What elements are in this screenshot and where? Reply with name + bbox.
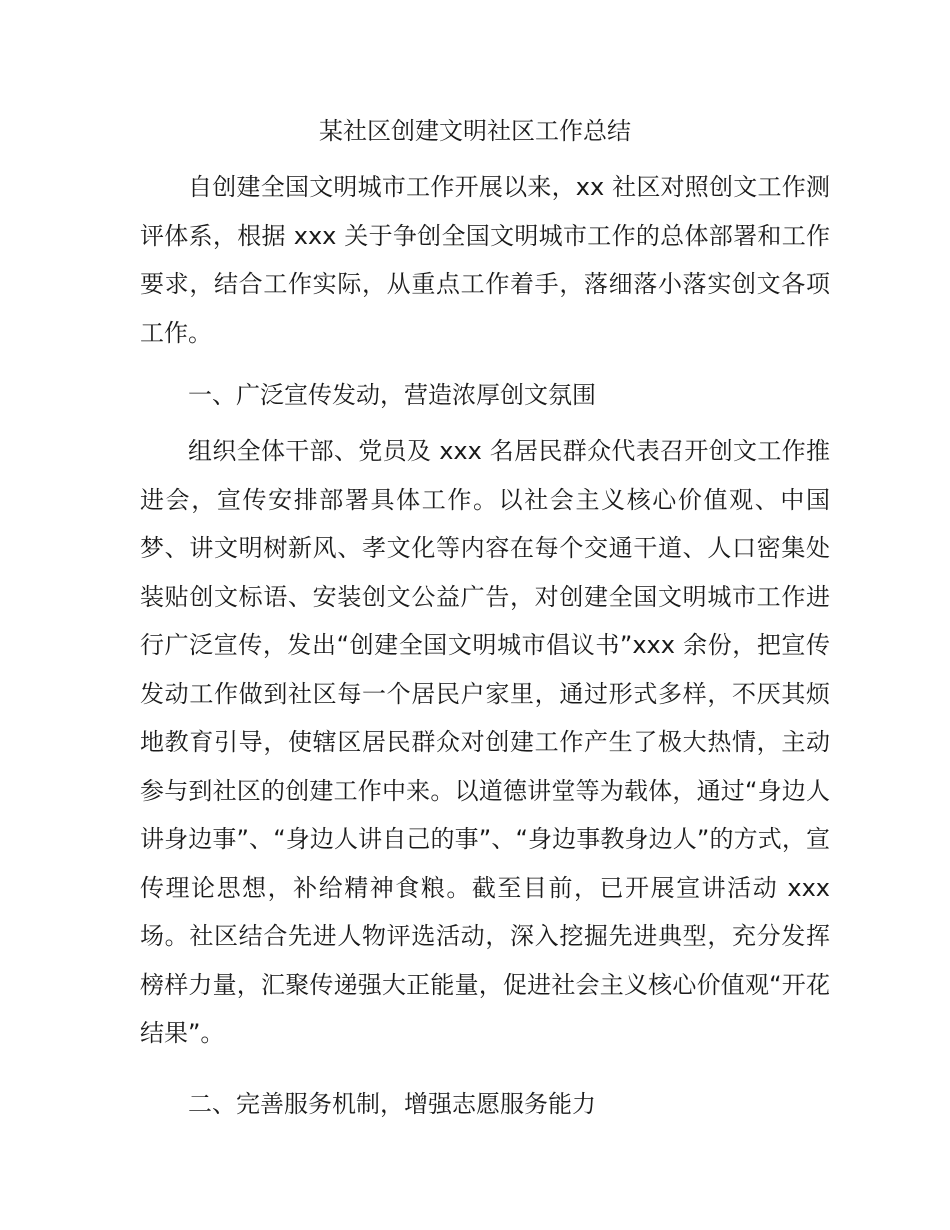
document-title: 某社区创建文明社区工作总结	[319, 117, 631, 145]
section-1-paragraph: 组织全体干部、党员及 xxx 名居民群众代表召开创文工作推进会，宣传安排部署具体工作。以社会主义核心价值观、中国梦、讲文明树新风、孝文化等内容在每个交通干道、人口密集处装贴创文标语、安装创文公益广告，对创建全国文明城市工作进行广泛宣传，发出“创建全国文明城市倡议书”xxx 余份，把宣传发动工作做到社区每一个居民户家里，通过形式多样，不厌其烦地教育引导，使辖区居民群众对创建工作产生了极大热情，主动参与到社区的创建工作中来。以道德讲堂等为载体，通过“身边人讲身边事”、“身边人讲自己的事”、“身边事教身边人”的方式，宣传理论思想，补给精神食粮。截至目前，已开展宣讲活动 xxx 场。社区结合先进人物评选活动，深入挖掘先进典型，充分发挥榜样力量，汇聚传递强大正能量，促进社会主义核心价值观“开花结果”。	[140, 437, 830, 1047]
section-heading-2: 二、完善服务机制，增强志愿服务能力	[188, 1090, 596, 1118]
intro-paragraph: 自创建全国文明城市工作开展以来，xx 社区对照创文工作测评体系，根据 xxx 关于争创全国文明城市工作的总体部署和工作要求，结合工作实际，从重点工作着手，落细落小落实创文各项工作。	[140, 173, 830, 347]
section-heading-1: 一、广泛宣传发动，营造浓厚创文氛围	[188, 381, 596, 409]
